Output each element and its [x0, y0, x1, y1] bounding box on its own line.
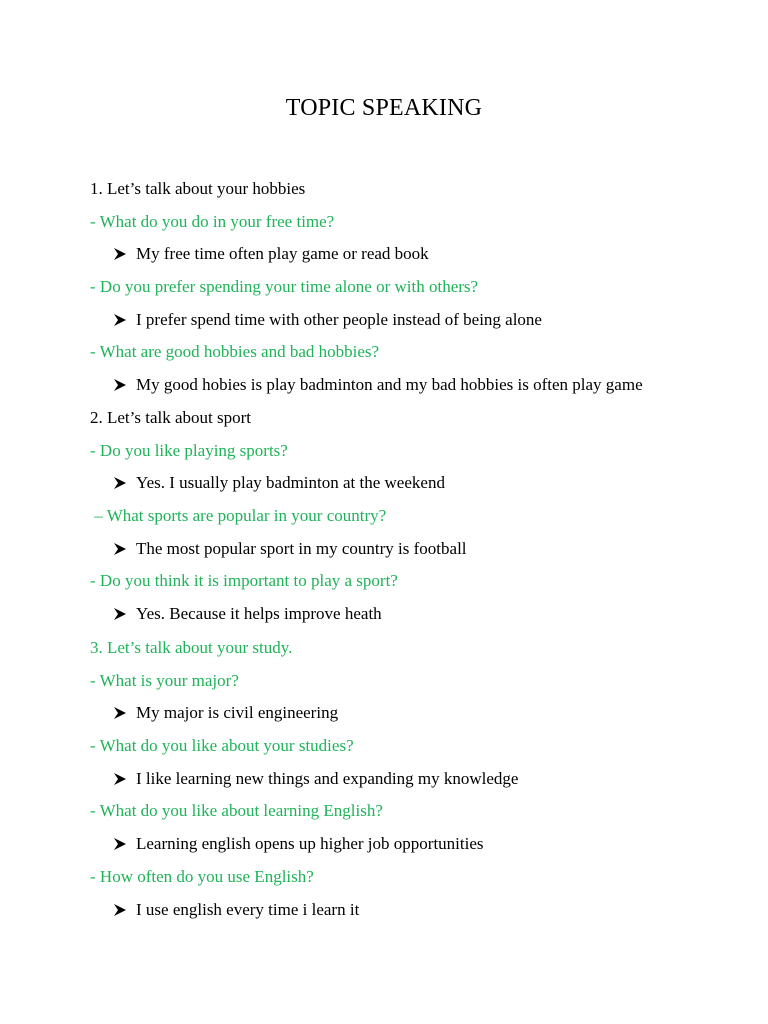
question: - How often do you use English?	[90, 867, 314, 886]
arrow-bullet-icon	[113, 706, 127, 720]
answer-text: Learning english opens up higher job opportunities	[136, 834, 484, 853]
arrow-bullet-icon	[113, 247, 127, 261]
question: - What is your major?	[90, 671, 239, 690]
question: - Do you prefer spending your time alone or with others?	[90, 277, 479, 296]
page-title: TOPIC SPEAKING	[285, 95, 483, 121]
section-heading-study: 3. Let’s talk about your study.	[90, 638, 293, 657]
answer-text: Yes. Because it helps improve heath	[136, 604, 382, 623]
question: - Do you like playing sports?	[90, 441, 288, 460]
question: - What do you like about learning English?	[90, 801, 383, 820]
arrow-bullet-icon	[113, 378, 127, 392]
arrow-bullet-icon	[113, 542, 127, 556]
arrow-bullet-icon	[113, 476, 127, 490]
question: - What are good hobbies and bad hobbies?	[90, 342, 380, 361]
answer-item	[113, 243, 429, 265]
arrow-bullet-icon	[113, 313, 127, 327]
answer-item	[113, 768, 518, 790]
question: - Do you think it is important to play a sport?	[90, 571, 398, 590]
answer-text: My free time often play game or read book	[136, 244, 429, 263]
arrow-bullet-icon	[113, 903, 127, 917]
question: - What do you do in your free time?	[90, 212, 335, 231]
section-heading-hobbies: 1. Let’s talk about your hobbies	[90, 179, 306, 198]
answer-item	[113, 472, 445, 494]
answer-item	[113, 833, 484, 855]
answer-item	[113, 538, 467, 560]
section-heading-sport: 2. Let’s talk about sport	[90, 408, 252, 427]
answer-item	[113, 374, 643, 396]
answer-text: Yes. I usually play badminton at the weekend	[136, 473, 445, 492]
answer-text: I like learning new things and expanding my knowledge	[136, 769, 519, 788]
answer-text: I use english every time i learn it	[136, 900, 360, 919]
answer-item	[113, 309, 542, 331]
arrow-bullet-icon	[113, 772, 127, 786]
answer-item	[113, 603, 382, 625]
arrow-bullet-icon	[113, 837, 127, 851]
question: – What sports are popular in your country?	[90, 506, 387, 525]
answer-item	[113, 702, 338, 724]
answer-text: I prefer spend time with other people instead of being alone	[136, 310, 542, 329]
answer-text: My major is civil engineering	[136, 703, 339, 722]
answer-text: My good hobies is play badminton and my bad hobbies is often play game	[136, 375, 643, 394]
answer-text: The most popular sport in my country is football	[136, 539, 467, 558]
answer-item	[113, 899, 359, 921]
question: - What do you like about your studies?	[90, 736, 354, 755]
arrow-bullet-icon	[113, 607, 127, 621]
